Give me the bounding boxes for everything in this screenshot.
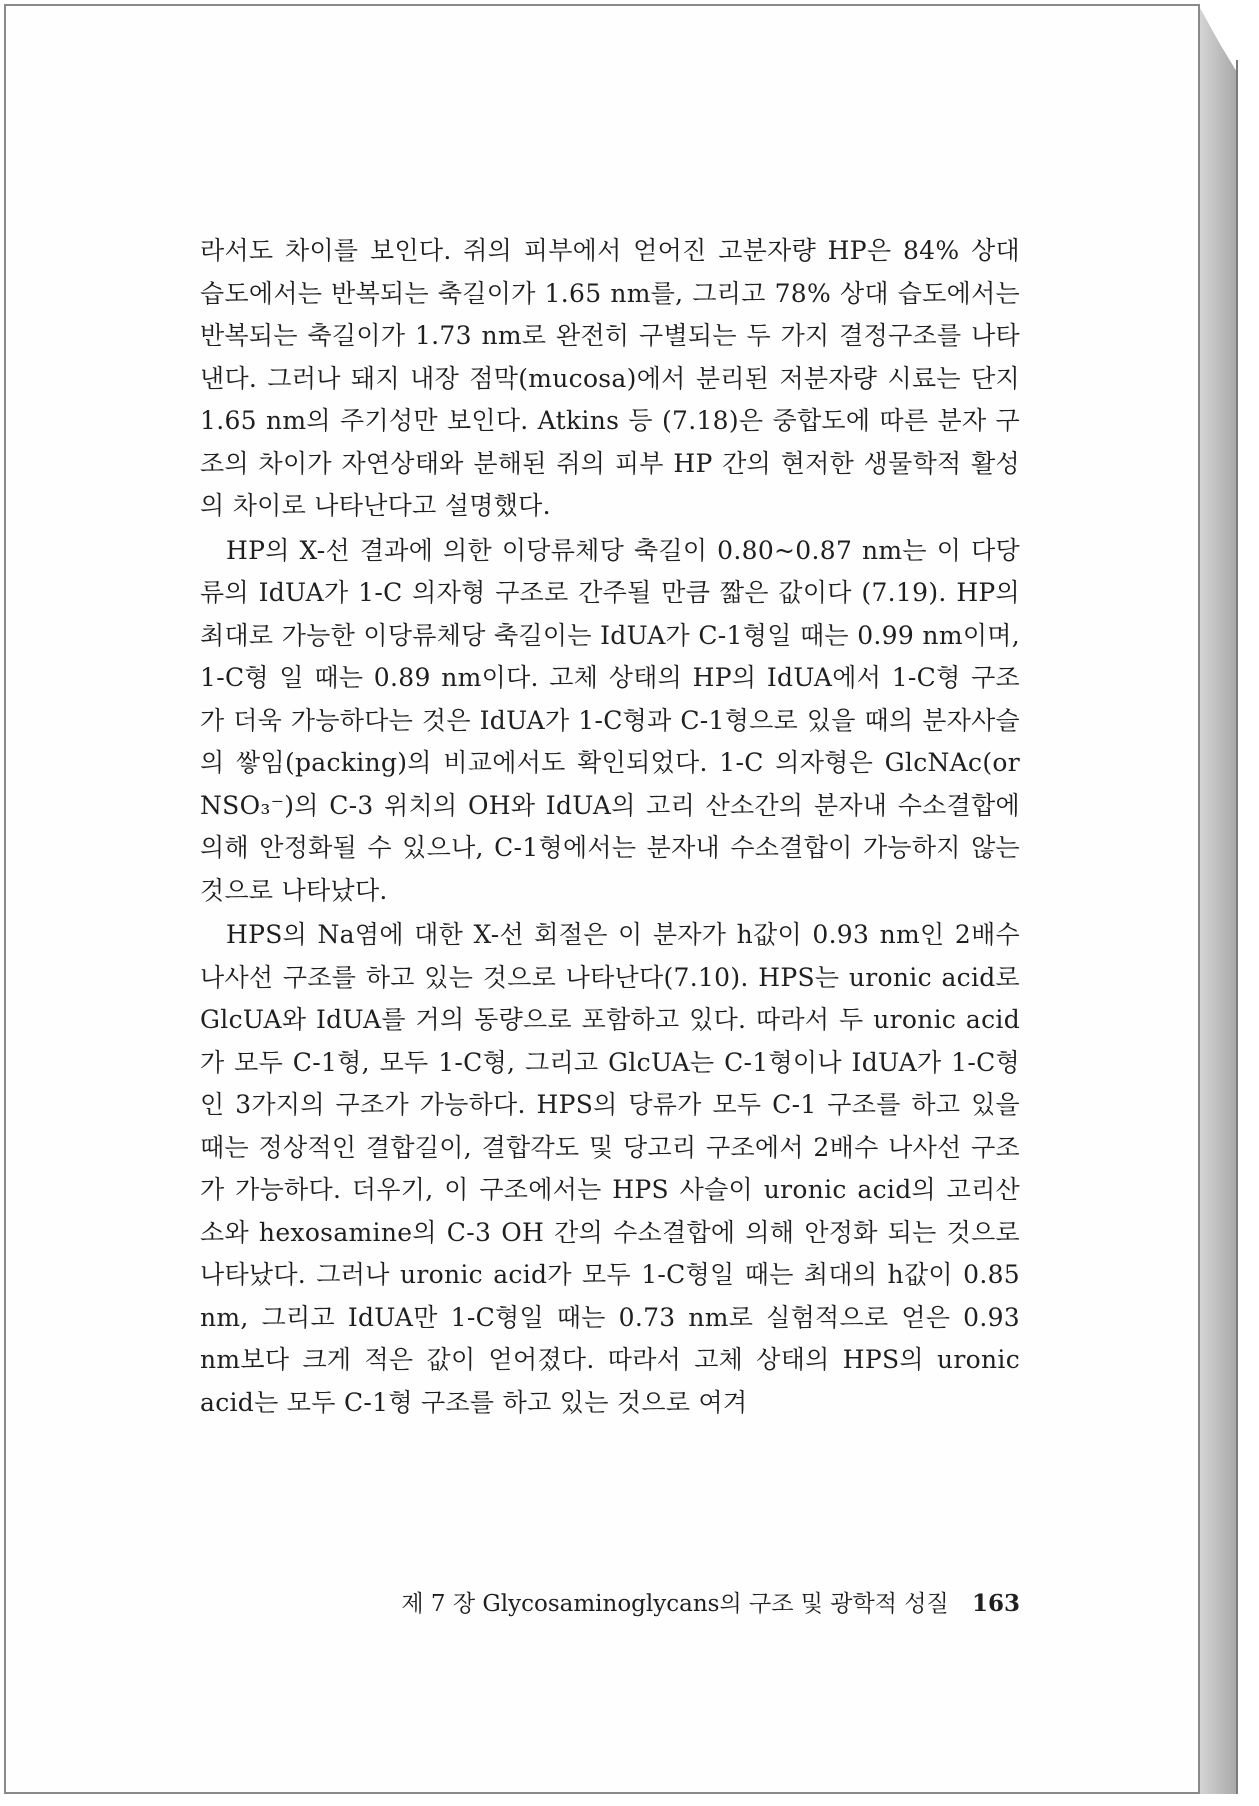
paragraph-2: HP의 X-선 결과에 의한 이당류체당 축길이 0.80~0.87 nm는 이 다당류의 IdUA가 1-C 의자형 구조로 간주될 만큼 짧은 값이다 (7.19). HP의 최대로 가능한 이당류체당 축길이는 IdUA가 C-1형일 때는 0.99 nm이며, 1-C형 일 때는 0.89 nm이다. 고체 상태의 HP의 IdUA에서 1-C형 구조가 더욱 가능하다는 것은 IdUA가 1-C형과 C-1형으로 있을 때의 분자사슬의 쌓임(packing)의 비교에서도 확인되었다. 1-C 의자형은 GlcNAc(or NSO₃⁻)의 C-3 위치의 OH와 IdUA의 고리 산소간의 분자내 수소결합에 의해 안정화될 수 있으나, C-1형에서는 분자내 수소결합이 가능하지 않는 것으로 나타났다.: [200, 535, 1020, 905]
page-number: 163: [971, 1590, 1020, 1617]
page-stack-edge: [1200, 8, 1236, 1794]
paragraph-3: HPS의 Na염에 대한 X-선 회절은 이 분자가 h값이 0.93 nm인 2배수 나사선 구조를 하고 있는 것으로 나타난다(7.10). HPS는 uronic acid로 GlcUA와 IdUA를 거의 동량으로 포함하고 있다. 따라서 두 uronic acid가 모두 C-1형, 모두 1-C형, 그리고 GlcUA는 C-1형이나 IdUA가 1-C형인 3가지의 구조가 가능하다. HPS의 당류가 모두 C-1 구조를 하고 있을 때는 정상적인 결합길이, 결합각도 및 당고리 구조에서 2배수 나사선 구조가 가능하다. 더우기, 이 구조에서는 HPS 사슬이 uronic acid의 고리산소와 hexosamine의 C-3 OH 간의 수소결합에 의해 안정화 되는 것으로 나타났다. 그러나 uronic acid가 모두 1-C형일 때는 최대의 h값이 0.85 nm, 그리고 IdUA만 1-C형일 때는 0.73 nm로 실험적으로 얻은 0.93 nm보다 크게 적은 값이 얻어졌다. 따라서 고체 상태의 HPS의 uronic acid는 모두 C-1형 구조를 하고 있는 것으로 여겨: [200, 920, 1020, 1417]
body-text: [200, 230, 1020, 1426]
page-footer: [380, 1585, 1020, 1618]
page-stack-shadow: [1236, 60, 1238, 1794]
running-head: 제 7 장 Glycosaminoglycans의 구조 및 광학적 성질: [401, 1591, 949, 1617]
paragraph-1: 라서도 차이를 보인다. 쥐의 피부에서 얻어진 고분자량 HP은 84% 상대 습도에서는 반복되는 축길이가 1.65 nm를, 그리고 78% 상대 습도에서는 반복되는 축길이가 1.73 nm로 완전히 구별되는 두 가지 결정구조를 나타낸다. 그러나 돼지 내장 점막(mucosa)에서 분리된 저분자량 시료는 단지 1.65 nm의 주기성만 보인다. Atkins 등 (7.18)은 중합도에 따른 분자 구조의 차이가 자연상태와 분해된 쥐의 피부 HP 간의 현저한 생물학적 활성의 차이로 나타난다고 설명했다.: [200, 236, 1020, 520]
